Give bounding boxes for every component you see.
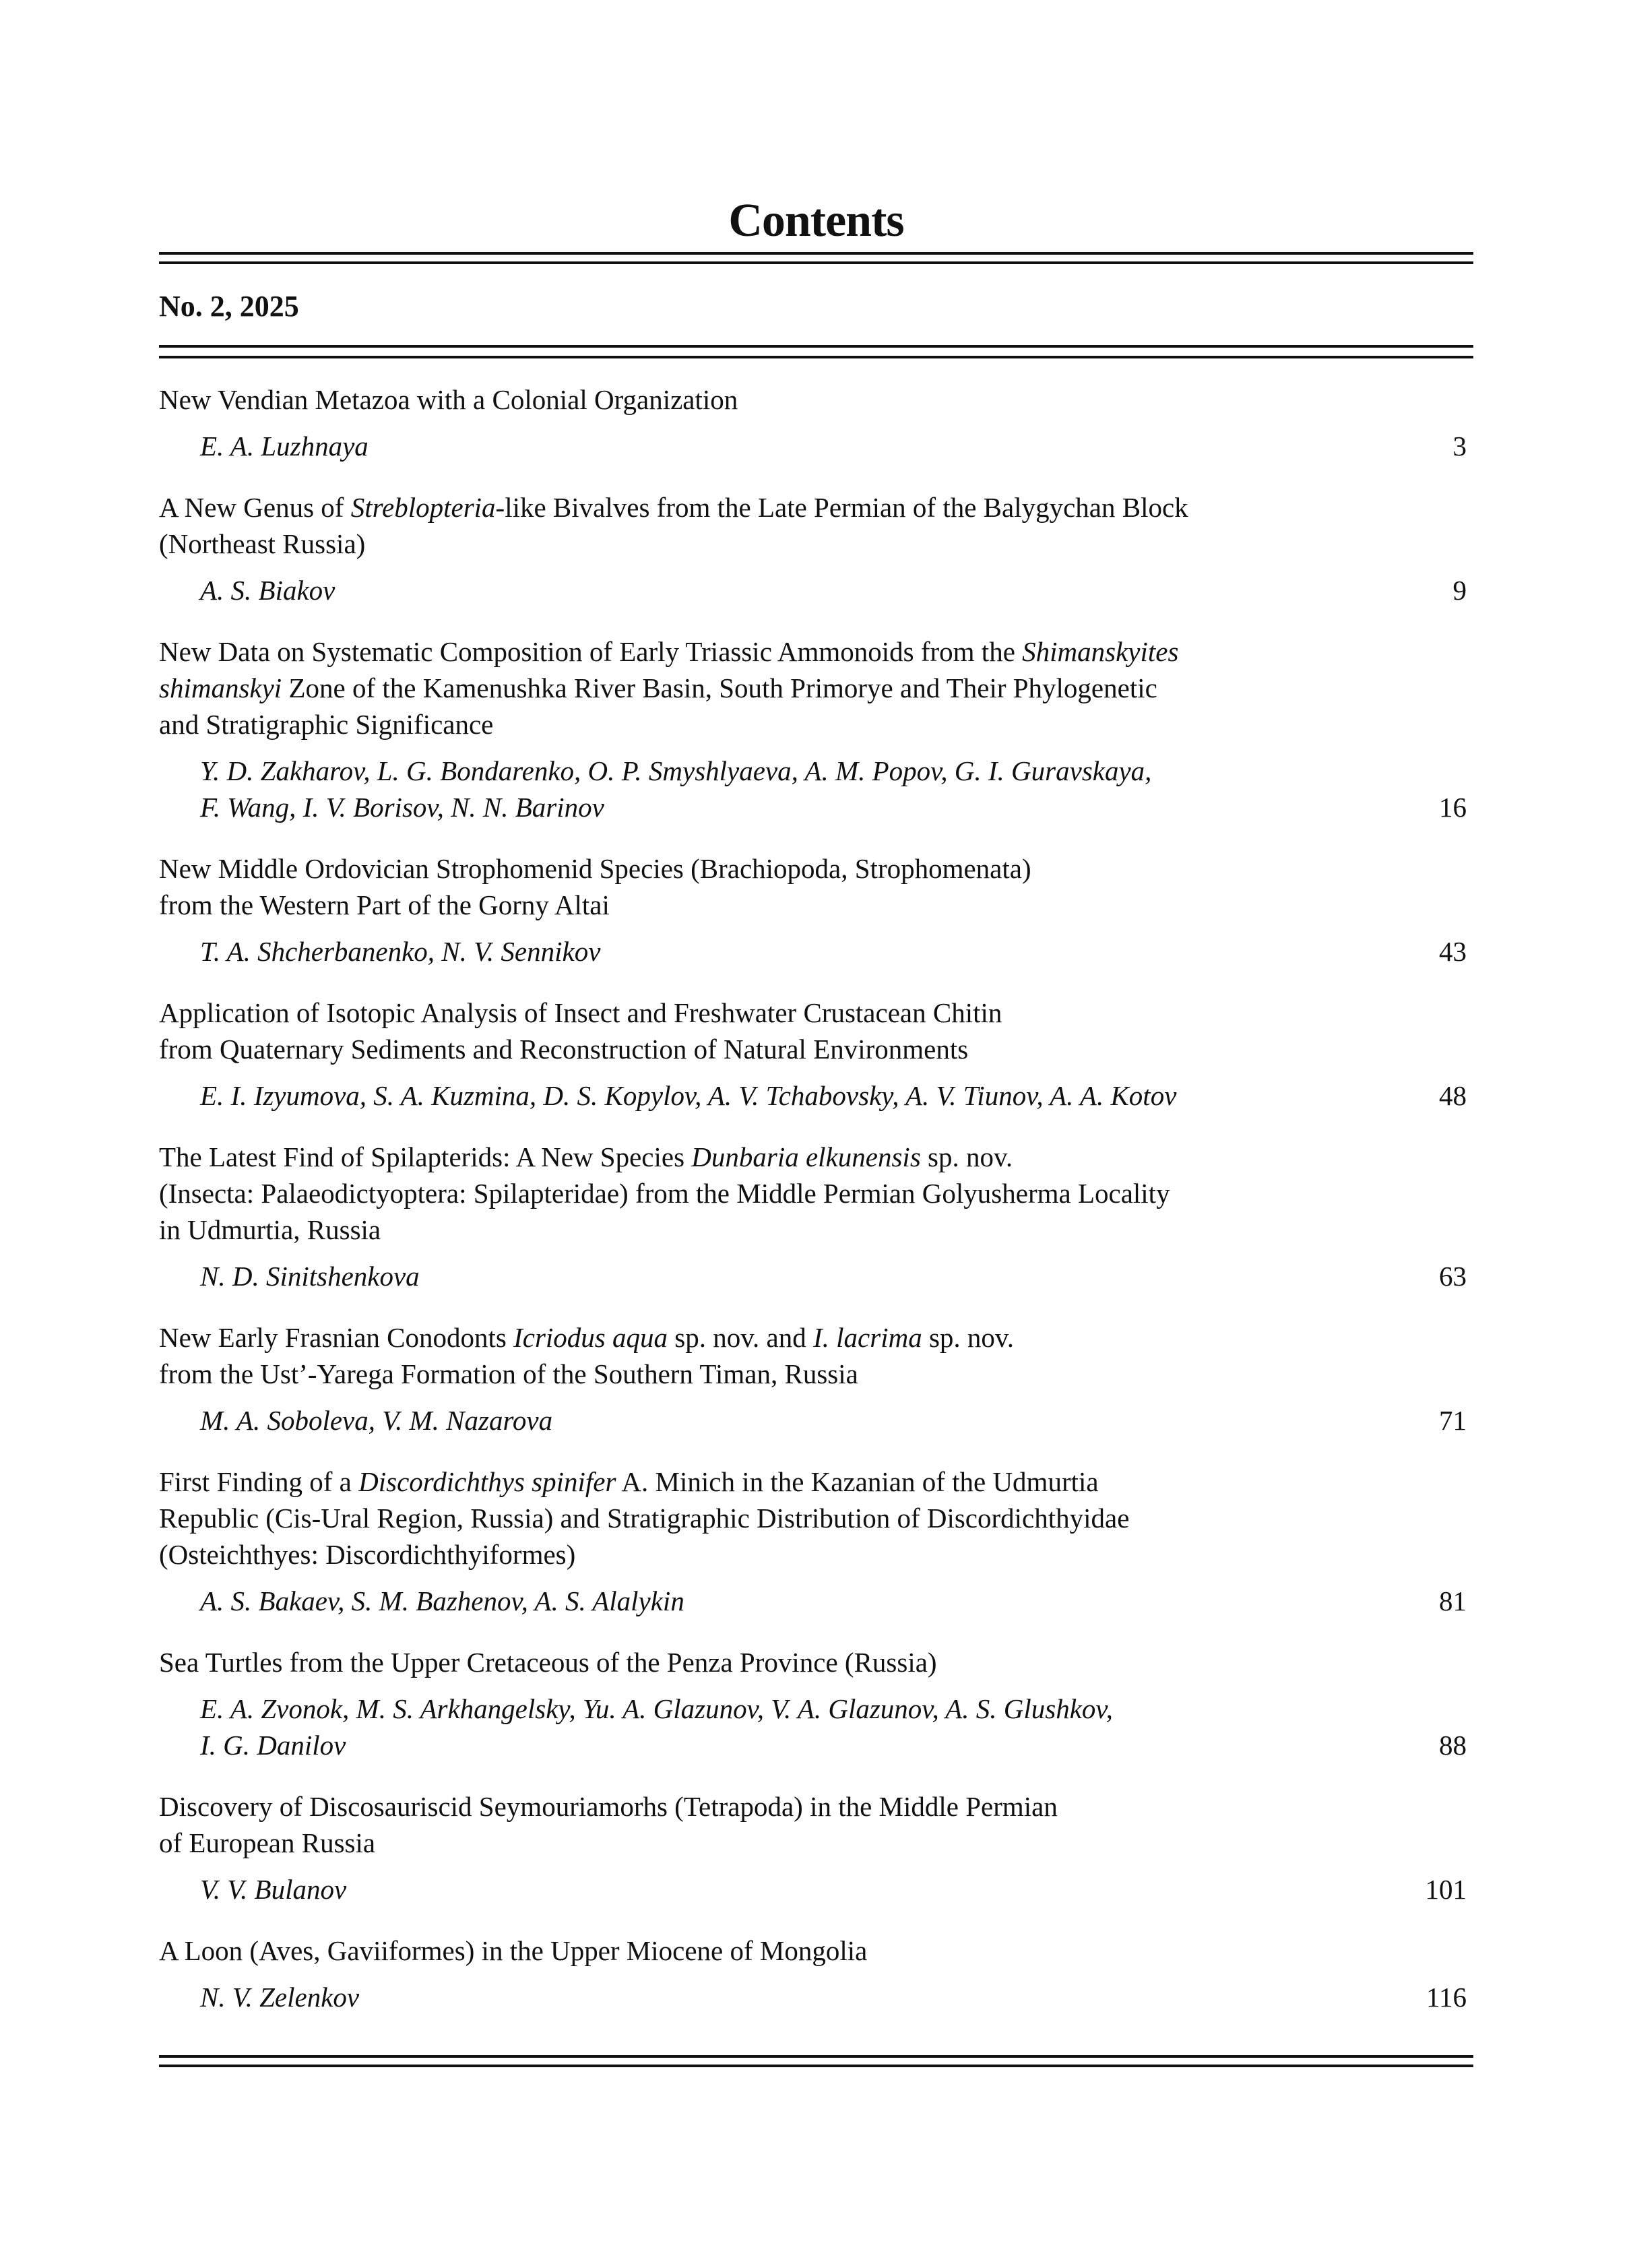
article-title: [159, 1319, 1264, 1392]
author-line: T. A. Shcherbanenko, N. V. Sennikov: [200, 936, 601, 967]
author-line: N. D. Sinitshenkova: [200, 1261, 420, 1292]
author-line: V. V. Bulanov: [200, 1874, 347, 1905]
article-authors: [159, 1583, 1278, 1619]
author-row: [159, 572, 1473, 608]
page-number: 9: [1452, 575, 1467, 606]
author-line: E. A. Luzhnaya: [200, 431, 369, 462]
toc-entry: [159, 1463, 1473, 1619]
title-text: sp. nov.: [920, 1141, 1013, 1172]
author-line: A. S. Biakov: [200, 575, 335, 606]
article-title: [159, 1788, 1264, 1861]
article-authors: [159, 753, 1278, 825]
article-title: [159, 1644, 1264, 1680]
issue-number: No. 2, 2025: [159, 290, 299, 323]
page-number: 101: [1425, 1874, 1467, 1905]
author-row: [159, 1402, 1473, 1439]
author-line: E. A. Zvonok, M. S. Arkhangelsky, Yu. A. Glazunov, V. A. Glazunov, A. S. Glushkov,: [200, 1693, 1113, 1724]
article-authors: [159, 1077, 1278, 1114]
taxon-name: shimanskyi: [159, 672, 282, 703]
toc-entry: [159, 633, 1473, 825]
title-text: A Loon (Aves, Gaviiformes) in the Upper Miocene of Mongolia: [159, 1935, 868, 1966]
author-line: E. I. Izyumova, S. A. Kuzmina, D. S. Kopylov, A. V. Tchabovsky, A. V. Tiunov, A. A. Kotov: [200, 1080, 1177, 1111]
title-text: The Latest Find of Spilapterids: A New Species: [159, 1141, 692, 1172]
title-text: Republic (Cis-Ural Region, Russia) and Stratigraphic Distribution of Discordichthyidae: [159, 1503, 1130, 1534]
taxon-name: I. lacrima: [813, 1322, 922, 1353]
page-number: 71: [1439, 1405, 1467, 1436]
title-text: (Insecta: Palaeodictyoptera: Spilapteridae) from the Middle Permian Golyusherma Locality: [159, 1178, 1170, 1209]
page-number: 116: [1426, 1982, 1467, 2013]
author-row: [159, 1258, 1473, 1294]
title-text: sp. nov.: [922, 1322, 1014, 1353]
article-authors: [159, 1402, 1278, 1439]
article-title: [159, 850, 1264, 923]
title-text: of European Russia: [159, 1827, 376, 1858]
page-number: 48: [1439, 1080, 1467, 1111]
author-line: M. A. Soboleva, V. M. Nazarova: [200, 1405, 553, 1436]
title-text: Zone of the Kamenushka River Basin, South Primorye and Their Phylogenetic: [282, 672, 1157, 703]
article-authors: [159, 933, 1278, 970]
taxon-name: Dunbaria elkunensis: [691, 1141, 921, 1172]
title-text: Application of Isotopic Analysis of Insect and Freshwater Crustacean Chitin: [159, 997, 1002, 1028]
author-line: F. Wang, I. V. Borisov, N. N. Barinov: [200, 792, 604, 823]
author-row: [159, 428, 1473, 464]
title-text: New Data on Systematic Composition of Early Triassic Ammonoids from the: [159, 636, 1023, 667]
divider: [159, 2065, 1473, 2067]
author-line: N. V. Zelenkov: [200, 1982, 360, 2013]
toc-entry: [159, 489, 1473, 608]
divider: [159, 2055, 1473, 2058]
title-text: New Early Frasnian Conodonts: [159, 1322, 514, 1353]
divider: [159, 345, 1473, 348]
title-text: Sea Turtles from the Upper Cretaceous of the Penza Province (Russia): [159, 1647, 937, 1678]
title-text: from the Ust’-Yarega Formation of the Southern Timan, Russia: [159, 1358, 858, 1389]
toc-entry: [159, 850, 1473, 970]
article-authors: [159, 1871, 1278, 1908]
title-text: Discovery of Discosauriscid Seymouriamorhs (Tetrapoda) in the Middle Permian: [159, 1791, 1058, 1822]
article-authors: [159, 1258, 1278, 1294]
author-row: [159, 1583, 1473, 1619]
title-text: (Northeast Russia): [159, 528, 366, 559]
author-line: Y. D. Zakharov, L. G. Bondarenko, O. P. Smyshlyaeva, A. M. Popov, G. I. Guravskaya,: [200, 755, 1152, 786]
author-row: [159, 753, 1473, 825]
article-authors: [159, 1691, 1278, 1763]
article-authors: [159, 572, 1278, 608]
toc-entry: [159, 995, 1473, 1114]
title-text: from the Western Part of the Gorny Altai: [159, 889, 610, 920]
page-number: 3: [1452, 431, 1467, 462]
article-title: [159, 1932, 1264, 1969]
taxon-name: Streblopteria: [350, 492, 496, 523]
title-text: in Udmurtia, Russia: [159, 1214, 381, 1245]
divider: [159, 356, 1473, 358]
author-row: [159, 1691, 1473, 1763]
title-text: -like Bivalves from the Late Permian of the Balygychan Block: [495, 492, 1188, 523]
page-number: 16: [1439, 792, 1467, 823]
toc-entry: [159, 1139, 1473, 1294]
title-text: New Vendian Metazoa with a Colonial Organization: [159, 384, 738, 415]
author-row: [159, 1077, 1473, 1114]
taxon-name: Icriodus aqua: [513, 1322, 668, 1353]
title-text: from Quaternary Sediments and Reconstruction of Natural Environments: [159, 1034, 969, 1065]
author-line: A. S. Bakaev, S. M. Bazhenov, A. S. Alalykin: [200, 1585, 684, 1616]
title-text: First Finding of a: [159, 1466, 359, 1497]
page-number: 63: [1439, 1261, 1467, 1292]
taxon-name: Shimanskyites: [1022, 636, 1179, 667]
title-text: A New Genus of: [159, 492, 351, 523]
page-title: Contents: [728, 195, 904, 247]
divider: [159, 261, 1473, 264]
title-text: sp. nov. and: [668, 1322, 813, 1353]
contents-list: [159, 381, 1473, 2040]
page-number: 88: [1439, 1730, 1467, 1761]
article-title: [159, 633, 1264, 743]
author-line: I. G. Danilov: [200, 1730, 346, 1761]
page-number: 81: [1439, 1585, 1467, 1616]
article-authors: [159, 428, 1278, 464]
toc-entry: [159, 1932, 1473, 2015]
page-number: 43: [1439, 936, 1467, 967]
article-title: [159, 1139, 1264, 1248]
article-authors: [159, 1979, 1278, 2015]
article-title: [159, 489, 1264, 562]
toc-entry: [159, 1788, 1473, 1908]
title-text: New Middle Ordovician Strophomenid Species (Brachiopoda, Strophomenata): [159, 853, 1031, 884]
title-text: A. Minich in the Kazanian of the Udmurtia: [616, 1466, 1099, 1497]
author-row: [159, 1979, 1473, 2015]
article-title: [159, 381, 1264, 418]
article-title: [159, 1463, 1264, 1573]
title-text: (Osteichthyes: Discordichthyiformes): [159, 1539, 576, 1570]
toc-entry: [159, 1644, 1473, 1763]
taxon-name: Discordichthys spinifer: [358, 1466, 616, 1497]
toc-entry: [159, 381, 1473, 464]
article-title: [159, 995, 1264, 1067]
author-row: [159, 933, 1473, 970]
author-row: [159, 1871, 1473, 1908]
divider: [159, 252, 1473, 255]
title-text: and Stratigraphic Significance: [159, 709, 494, 740]
toc-entry: [159, 1319, 1473, 1439]
